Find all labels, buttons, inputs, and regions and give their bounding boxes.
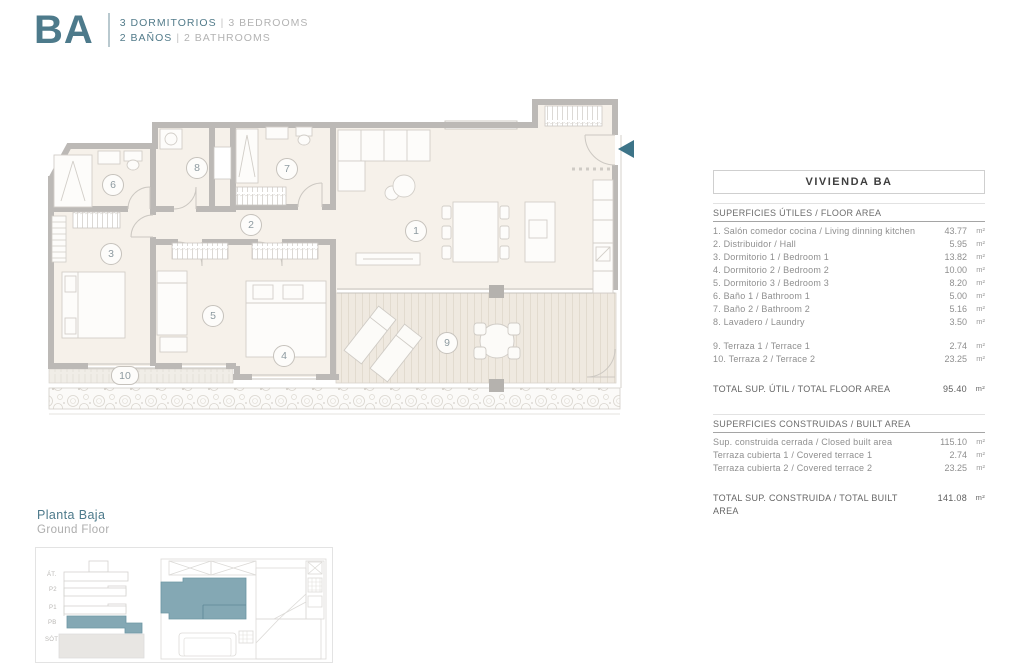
built-area-header: SUPERFICIES CONSTRUIDAS / BUILT AREA: [713, 415, 985, 433]
floor-area-rows: [713, 225, 985, 329]
building-section: [59, 561, 144, 658]
room-badge-hall: 2: [240, 214, 262, 236]
floor-label-pb: PB: [48, 620, 57, 626]
site-plan: [161, 559, 326, 659]
brand-logo: BA: [34, 8, 94, 52]
ladder: [52, 216, 66, 262]
floor-area-section: [713, 203, 985, 405]
built-area-section: [713, 414, 985, 518]
table-row: Sup. construida cerrada / Closed built area 115.10 m²: [713, 437, 985, 447]
table-row: 1. Salón comedor cocina / Living dinning kitchen 43.77 m²: [713, 226, 985, 236]
area-panel: [713, 170, 985, 518]
table-row: 6. Baño 1 / Bathroom 1 5.00 m²: [713, 291, 985, 301]
room-badge-terrace1: 10: [111, 366, 139, 385]
floor-plan: [40, 85, 640, 425]
bedroom-3-furniture: [157, 271, 187, 352]
highlighted-unit: [161, 578, 246, 619]
built-area-total: TOTAL SUP. CONSTRUIDA / TOTAL BUILT AREA 141.08 m²: [713, 493, 985, 516]
floor-label-p2: P2: [49, 587, 57, 593]
table-row: 8. Lavadero / Laundry 3.50 m²: [713, 317, 985, 327]
room-badge-bedroom2: 4: [273, 345, 295, 367]
room-badge-bath1: 6: [102, 174, 124, 196]
room-badge-bedroom3: 5: [202, 305, 224, 327]
bedroom-1-furniture: [62, 272, 125, 338]
key-plan-drawing: [36, 548, 332, 662]
table-row: Terraza cubierta 2 / Covered terrace 2 23.25 m²: [713, 463, 985, 473]
terrace-1-strip: [49, 369, 233, 383]
table-row: Terraza cubierta 1 / Covered terrace 1 2.74 m²: [713, 450, 985, 460]
key-plan: [35, 547, 333, 663]
laundry-fixtures: [160, 129, 182, 149]
planting-strip: [49, 388, 620, 414]
duct-shaft: [214, 147, 231, 179]
table-row: 3. Dormitorio 1 / Bedroom 1 13.82 m²: [713, 252, 985, 262]
table-row: 5. Dormitorio 3 / Bedroom 3 8.20 m²: [713, 278, 985, 288]
header-specs: [120, 17, 309, 44]
table-row: 9. Terraza 1 / Terrace 1 2.74 m²: [713, 341, 985, 351]
header: [34, 8, 308, 52]
room-badge-laundry: 8: [186, 157, 208, 179]
entrance-arrow-icon: [618, 140, 634, 158]
floor-label-sotano: SÓT: [45, 637, 59, 643]
unit-title: VIVIENDA BA: [805, 176, 893, 188]
floor-name-en: Ground Floor: [37, 524, 110, 536]
floor-name-es: Planta Baja: [37, 508, 106, 522]
table-row: 10. Terraza 2 / Terrace 2 23.25 m²: [713, 354, 985, 364]
spec-bedrooms: 3 DORMITORIOS | 3 BEDROOMS: [119, 16, 309, 29]
floor-area-total: TOTAL SUP. ÚTIL / TOTAL FLOOR AREA 95.40 m²: [713, 384, 985, 394]
table-row: 7. Baño 2 / Bathroom 2 5.16 m²: [713, 304, 985, 314]
built-area-rows: [713, 436, 985, 475]
unit-title-box: [713, 170, 985, 194]
table-row: 2. Distribuidor / Hall 5.95 m²: [713, 239, 985, 249]
room-badge-terrace2: 9: [436, 332, 458, 354]
terrace-rows: [713, 340, 985, 366]
floor-name: [37, 508, 110, 536]
spec-bathrooms: 2 BAÑOS | 2 BATHROOMS: [119, 31, 271, 44]
floor-label-atico: ÁT.: [47, 572, 57, 578]
room-badge-bedroom1: 3: [100, 243, 122, 265]
room-badge-bath2: 7: [276, 158, 298, 180]
floor-area-header: SUPERFICIES ÚTILES / FLOOR AREA: [713, 204, 985, 222]
floor-label-p1: P1: [49, 605, 57, 611]
header-divider: [108, 13, 110, 47]
room-badge-living: 1: [405, 220, 427, 242]
table-row: 4. Dormitorio 2 / Bedroom 2 10.00 m²: [713, 265, 985, 275]
